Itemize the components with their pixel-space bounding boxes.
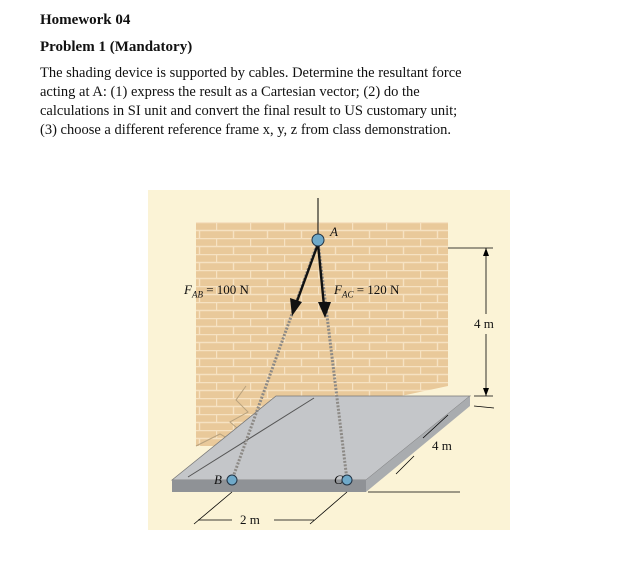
document-body [40, 12, 620, 140]
problem-line: acting at A: (1) express the result as a Cartesian vector; (2) do the [40, 84, 420, 100]
homework-title: Homework 04 [40, 12, 131, 28]
point-c-label: C [334, 472, 343, 487]
anchor-c [342, 475, 352, 485]
problem-line: calculations in SI unit and convert the final result to US customary unit; [40, 103, 458, 119]
width-dimension-label: 2 m [240, 512, 260, 527]
figure-drawing [148, 190, 510, 530]
anchor-a [312, 234, 324, 246]
shading-device-figure [148, 190, 510, 530]
force-ab-label: $F_{AB} = 100$ N [184, 282, 249, 300]
problem-line: (3) choose a different reference frame x, y, z from class demonstration. [40, 122, 452, 138]
problem-title: Problem 1 (Mandatory) [40, 39, 193, 55]
depth-dimension-label: 4 m [432, 438, 452, 453]
point-b-label: B [214, 472, 222, 487]
anchor-b [227, 475, 237, 485]
height-dimension-label: 4 m [474, 316, 494, 331]
problem-line: The shading device is supported by cables. Determine the resultant force [40, 65, 462, 81]
problem-statement [40, 64, 620, 140]
force-ac-label: $F_{AC} = 120$ N [334, 282, 400, 300]
point-a-label: A [330, 224, 338, 239]
